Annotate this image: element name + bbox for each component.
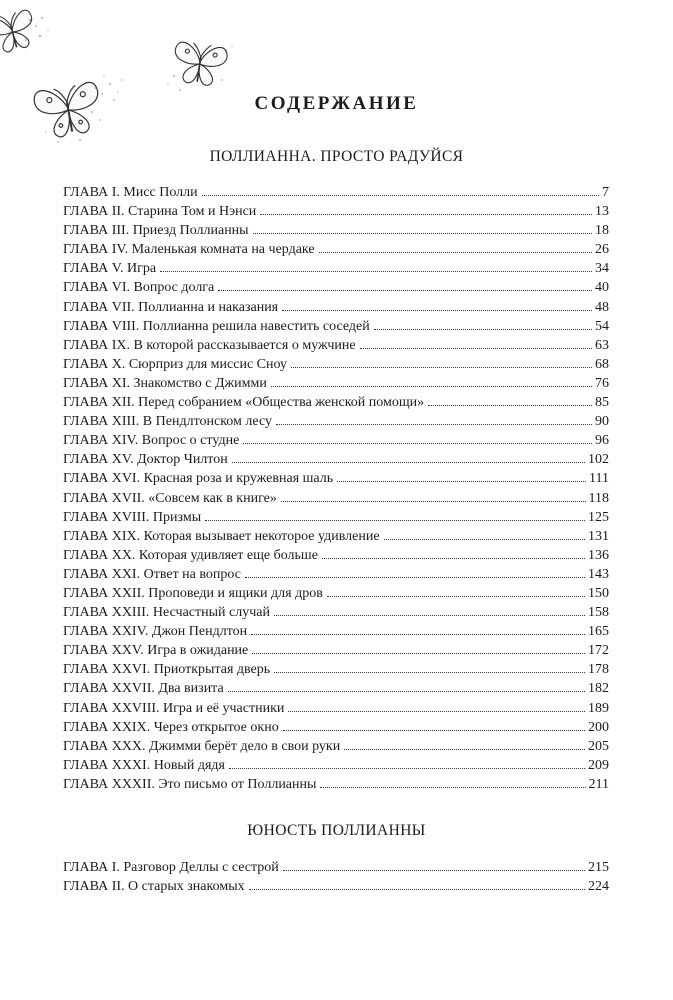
toc-entry[interactable] <box>63 622 609 641</box>
toc-entry[interactable] <box>63 699 609 718</box>
toc-entry[interactable] <box>63 877 609 896</box>
chapter-title: ГЛАВА XX. Которая удивляет еще больше <box>63 547 318 563</box>
toc-entry[interactable] <box>63 775 609 794</box>
page-number: 150 <box>588 585 609 601</box>
dot-leader <box>205 520 585 521</box>
page-number: 7 <box>602 185 609 200</box>
dot-leader <box>160 271 592 272</box>
dot-leader <box>374 329 592 330</box>
toc-entry[interactable] <box>63 660 609 679</box>
chapter-title: ГЛАВА I. Мисс Полли <box>63 185 198 200</box>
dot-leader <box>288 711 585 712</box>
page-number: 18 <box>595 223 609 239</box>
toc-entry[interactable] <box>63 240 609 259</box>
toc-entry[interactable] <box>63 565 609 584</box>
dot-leader <box>276 424 592 425</box>
chapter-title: ГЛАВА V. Игра <box>63 261 157 277</box>
toc-entry[interactable] <box>63 298 609 317</box>
page-number: 54 <box>595 318 609 334</box>
chapter-title: ГЛАВА XXIX. Через открытое окно <box>63 719 279 735</box>
toc-entry[interactable] <box>63 183 609 202</box>
chapter-title: ГЛАВА XXII. Проповеди и ящики для дров <box>63 585 323 601</box>
toc-entry[interactable] <box>63 393 609 412</box>
toc-entry[interactable] <box>63 412 609 431</box>
page-number: 136 <box>588 547 609 563</box>
toc-entry[interactable] <box>63 450 609 469</box>
dot-leader <box>229 768 585 769</box>
chapter-title: ГЛАВА VII. Поллианна и наказания <box>63 299 279 315</box>
page-number: 224 <box>588 879 609 895</box>
page-number: 211 <box>588 776 609 792</box>
toc-entry[interactable] <box>63 737 609 756</box>
chapter-title: ГЛАВА XXVII. Два визита <box>63 681 224 697</box>
dot-leader <box>283 870 585 871</box>
chapter-title: ГЛАВА XXVI. Приоткрытая дверь <box>63 662 271 678</box>
chapter-title: ГЛАВА XV. Доктор Чилтон <box>63 452 228 468</box>
page-number: 90 <box>595 414 609 430</box>
chapter-title: ГЛАВА XVI. Красная роза и кружевная шаль <box>63 471 334 487</box>
chapter-title: ГЛАВА XIV. Вопрос о студне <box>63 433 240 449</box>
toc-entry[interactable] <box>63 508 609 527</box>
chapter-title: ГЛАВА XXXII. Это письмо от Поллианны <box>63 776 317 792</box>
page-number: 165 <box>588 624 609 640</box>
dot-leader <box>344 749 585 750</box>
dot-leader <box>274 672 585 673</box>
page-number: 26 <box>595 242 609 258</box>
page-number: 40 <box>595 280 609 296</box>
toc-entry[interactable] <box>63 641 609 660</box>
chapter-title: ГЛАВА IV. Маленькая комната на чердаке <box>63 242 315 258</box>
dot-leader <box>281 501 586 502</box>
toc-entry[interactable] <box>63 718 609 737</box>
chapter-title: ГЛАВА XXV. Игра в ожидание <box>63 643 249 659</box>
chapter-title: ГЛАВА XI. Знакомство с Джимми <box>63 375 267 391</box>
page-number: 102 <box>588 452 609 468</box>
page-number: 200 <box>588 719 609 735</box>
chapter-title: ГЛАВА XII. Перед собранием «Общества женской помощи» <box>63 395 425 411</box>
chapter-title: ГЛАВА XXIII. Несчастный случай <box>63 605 270 621</box>
dot-leader <box>232 462 585 463</box>
page-number: 189 <box>588 700 609 716</box>
dot-leader <box>291 367 592 368</box>
toc-list <box>63 858 609 896</box>
toc-entry[interactable] <box>63 355 609 374</box>
chapter-title: ГЛАВА XVII. «Совсем как в книге» <box>63 490 277 506</box>
dot-leader <box>271 386 592 387</box>
page-number: 68 <box>595 356 609 372</box>
dot-leader <box>320 787 585 788</box>
chapter-title: ГЛАВА XIII. В Пендлтонском лесу <box>63 414 272 430</box>
toc-entry[interactable] <box>63 546 609 565</box>
page-number: 85 <box>595 395 609 411</box>
page-number: 118 <box>588 490 609 506</box>
chapter-title: ГЛАВА XXIV. Джон Пендлтон <box>63 624 248 640</box>
chapter-title: ГЛАВА XXXI. Новый дядя <box>63 757 225 773</box>
chapter-title: ГЛАВА X. Сюрприз для миссис Сноу <box>63 356 287 372</box>
chapter-title: ГЛАВА II. О старых знакомых <box>63 879 245 895</box>
toc-entry[interactable] <box>63 858 609 877</box>
dot-leader <box>243 443 592 444</box>
chapter-title: ГЛАВА XXVIII. Игра и её участники <box>63 700 285 716</box>
page-number: 34 <box>595 261 609 277</box>
dot-leader <box>274 615 585 616</box>
toc-entry[interactable] <box>63 469 609 488</box>
toc-entry[interactable] <box>63 756 609 775</box>
chapter-title: ГЛАВА XIX. Которая вызывает некоторое удивление <box>63 528 380 544</box>
chapter-title: ГЛАВА I. Разговор Деллы с сестрой <box>63 860 279 875</box>
chapter-title: ГЛАВА XVIII. Призмы <box>63 509 202 525</box>
butterfly-icon <box>0 9 39 56</box>
page-number: 172 <box>588 643 609 659</box>
toc-entry[interactable] <box>63 584 609 603</box>
dot-leader <box>319 252 592 253</box>
dot-leader <box>228 691 585 692</box>
toc-heading: СОДЕРЖАНИЕ <box>254 93 419 114</box>
chapter-title: ГЛАВА XXX. Джимми берёт дело в свои руки <box>63 738 341 754</box>
chapter-title: ГЛАВА IX. В которой рассказывается о мужчине <box>63 337 356 353</box>
section-title: ЮНОСТЬ ПОЛЛИАННЫ <box>247 822 426 839</box>
page-number: 209 <box>588 757 609 773</box>
dot-leader <box>218 290 592 291</box>
section-title: ПОЛЛИАННА. ПРОСТО РАДУЙСЯ <box>209 148 464 165</box>
toc-entry[interactable] <box>63 489 609 508</box>
page-number: 111 <box>589 471 609 487</box>
page-number: 48 <box>595 299 609 315</box>
butterfly-icon <box>171 41 228 88</box>
page-number: 215 <box>588 860 609 875</box>
toc-entry[interactable] <box>63 202 609 221</box>
dot-leader <box>260 214 592 215</box>
dot-leader <box>428 405 592 406</box>
toc-entry[interactable] <box>63 317 609 336</box>
dot-leader <box>360 348 592 349</box>
dot-leader <box>283 730 585 731</box>
dot-leader <box>322 558 585 559</box>
page-number: 13 <box>595 204 609 220</box>
chapter-title: ГЛАВА VIII. Поллианна решила навестить соседей <box>63 318 370 334</box>
toc-list <box>63 183 609 794</box>
dot-leader <box>282 310 592 311</box>
toc-entry[interactable] <box>63 679 609 698</box>
dot-leader <box>202 195 599 196</box>
dot-leader <box>252 653 585 654</box>
page-number: 96 <box>595 433 609 449</box>
dot-leader <box>245 577 585 578</box>
toc-entry[interactable] <box>63 431 609 450</box>
toc-entry[interactable] <box>63 221 609 240</box>
dot-leader <box>384 539 585 540</box>
page-number: 76 <box>595 375 609 391</box>
chapter-title: ГЛАВА II. Старина Том и Нэнси <box>63 204 257 220</box>
chapter-title: ГЛАВА VI. Вопрос долга <box>63 280 215 296</box>
page-number: 158 <box>588 605 609 621</box>
toc-entry[interactable] <box>63 374 609 393</box>
dot-leader <box>327 596 585 597</box>
page-number: 143 <box>588 566 609 582</box>
dot-leader <box>251 634 585 635</box>
toc-entry[interactable] <box>63 278 609 297</box>
page-number: 178 <box>588 662 609 678</box>
dot-leader <box>337 481 586 482</box>
toc-entry[interactable] <box>63 259 609 278</box>
dot-leader <box>253 233 592 234</box>
page-number: 125 <box>588 509 609 525</box>
page-number: 182 <box>588 681 609 697</box>
page-number: 205 <box>588 738 609 754</box>
dot-leader <box>249 889 585 890</box>
toc-entry[interactable] <box>63 603 609 622</box>
chapter-title: ГЛАВА XXI. Ответ на вопрос <box>63 566 241 582</box>
page-number: 131 <box>588 528 609 544</box>
toc-entry[interactable] <box>63 336 609 355</box>
toc-entry[interactable] <box>63 527 609 546</box>
chapter-title: ГЛАВА III. Приезд Поллианны <box>63 223 249 239</box>
page-number: 63 <box>595 337 609 353</box>
